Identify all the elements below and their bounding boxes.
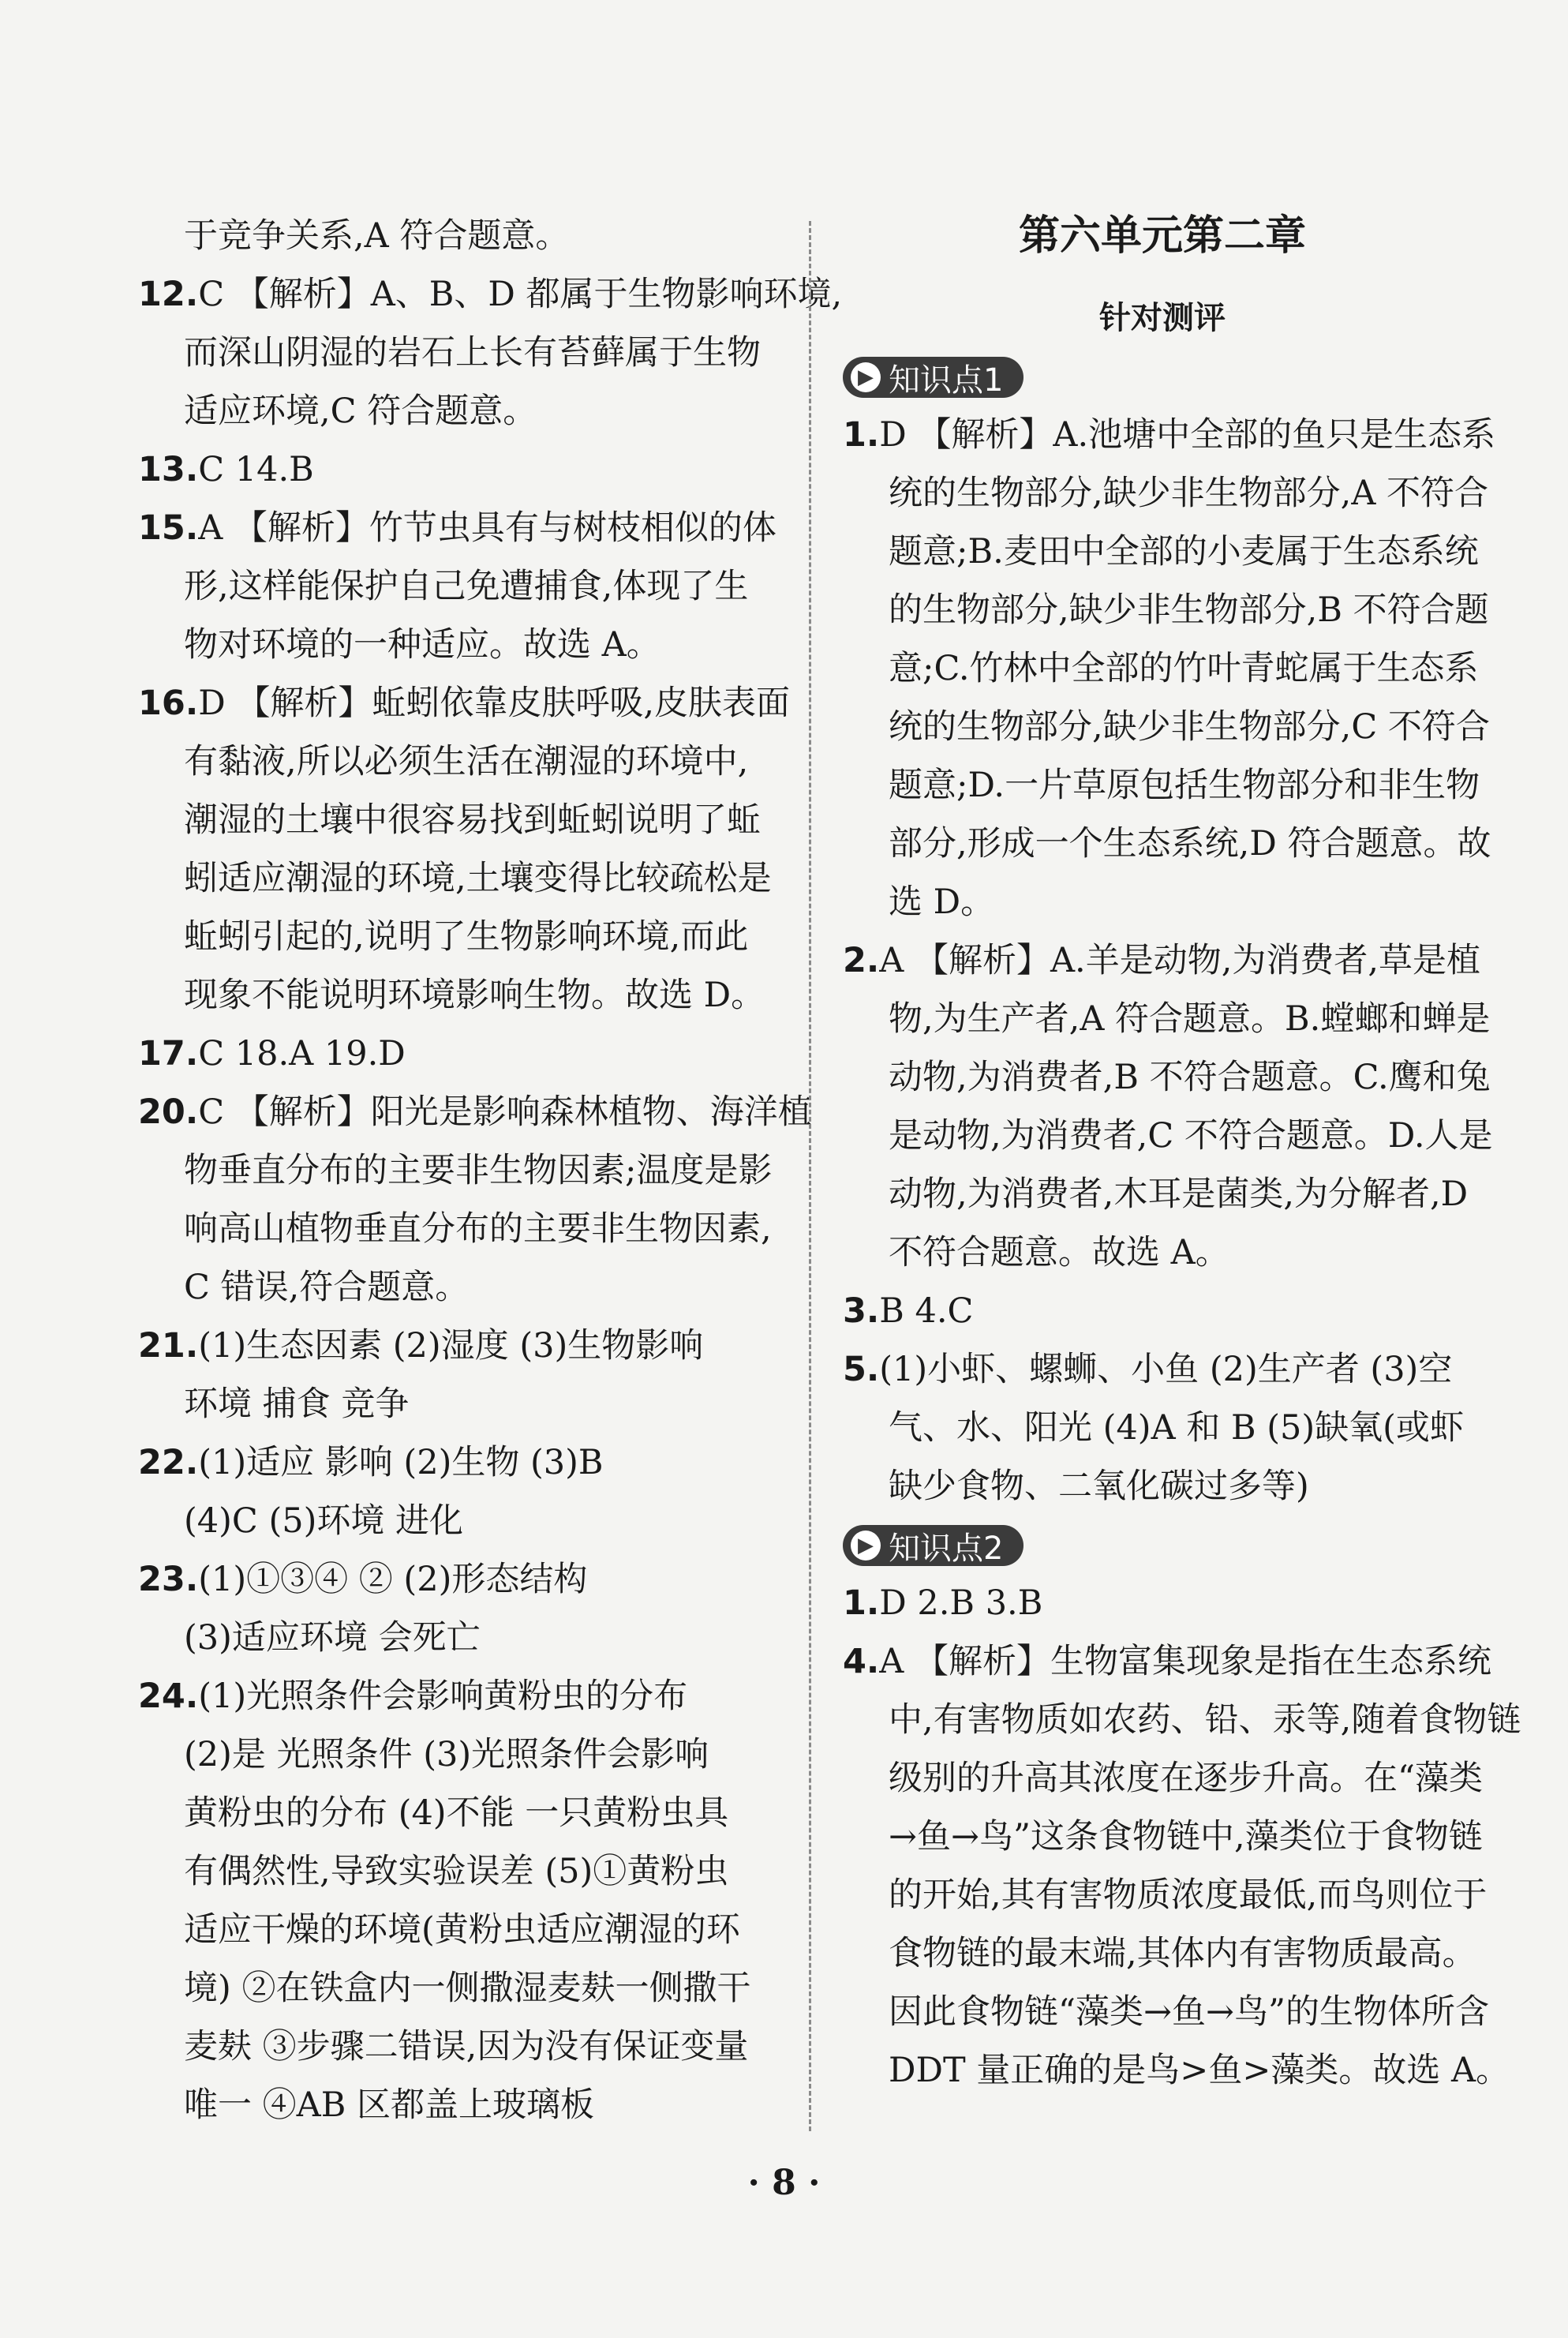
answer-text: 的生物部分,缺少非生物部分,B 不符合题 (889, 590, 1489, 630)
answer-line (843, 1457, 1482, 1516)
answer-text: C 错误,符合题意。 (184, 1268, 470, 1307)
answer-text: A 【解析】竹节虫具有与树枝相似的体 (198, 508, 777, 548)
right-column (843, 207, 1521, 2100)
answer-line (843, 1866, 1488, 1924)
question-number: 23. (138, 1560, 199, 1599)
answer-line (138, 2076, 777, 2134)
answer-text: 级别的升高其浓度在逐步升高。在“藻类 (889, 1759, 1483, 1798)
answer-line (843, 1223, 1482, 1282)
answer-text: 统的生物部分,缺少非生物部分,C 不符合 (889, 707, 1490, 747)
answer-line (138, 1667, 777, 1725)
answer-line (138, 207, 777, 265)
question-number: 13. (138, 450, 199, 489)
answer-text: 食物链的最末端,其体内有害物质最高。 (889, 1934, 1476, 1973)
answer-text: 是动物,为消费者,C 不符合题意。D.人是 (889, 1116, 1493, 1156)
answer-line (138, 966, 777, 1025)
answer-text: (1)生态因素 (2)湿度 (3)生物影响 (198, 1326, 704, 1366)
knowledge-point-2-label: 知识点2 (889, 1530, 1004, 1567)
answer-line (138, 1725, 777, 1784)
answer-text: 统的生物部分,缺少非生物部分,A 不符合 (889, 474, 1489, 513)
play-arrow-icon: ▶ (851, 362, 881, 392)
question-number: 21. (138, 1326, 199, 1366)
answer-text: 响高山植物垂直分布的主要非生物因素, (184, 1209, 772, 1249)
answer-text: D 【解析】A.池塘中全部的鱼只是生态系 (879, 415, 1496, 455)
answer-text: 题意;B.麦田中全部的小麦属于生态系统 (889, 532, 1479, 571)
question-number: 24. (138, 1677, 199, 1716)
play-arrow-icon: ▶ (851, 1531, 881, 1561)
answer-line (843, 756, 1482, 815)
answer-line (843, 523, 1482, 581)
answer-text: 黄粉虫的分布 (4)不能 一只黄粉虫具 (184, 1793, 729, 1833)
answer-line (138, 265, 843, 324)
answer-line (843, 1983, 1490, 2041)
answer-text: 蚓适应潮湿的环境,土壤变得比较疏松是 (184, 859, 772, 898)
answer-line (843, 1399, 1482, 1457)
answer-text: 潮湿的土壤中很容易找到蚯蚓说明了蚯 (184, 800, 761, 840)
answer-text: 有黏液,所以必须生活在潮湿的环境中, (184, 742, 749, 781)
section-title: 针对测评 (1099, 300, 1226, 336)
answer-text: 于竞争关系,A 符合题意。 (184, 216, 570, 256)
answer-text: 现象不能说明环境影响生物。故选 D。 (184, 976, 765, 1015)
answer-line (843, 698, 1490, 756)
question-number: 5. (843, 1350, 880, 1389)
answer-text: 麦麸 ③步骤二错误,因为没有保证变量 (184, 2027, 749, 2066)
answer-text: D 2.B 3.B (879, 1583, 1043, 1623)
answer-line (138, 1784, 777, 1842)
answer-line (843, 581, 1489, 639)
answer-text: DDT 量正确的是鸟>鱼>藻类。故选 A。 (889, 2051, 1510, 2090)
answer-text: 气、水、阳光 (4)A 和 B (5)缺氧(或虾 (889, 1408, 1464, 1448)
answer-line (138, 791, 777, 849)
answer-line (843, 873, 1482, 931)
answer-line (843, 464, 1489, 523)
answer-text: C 【解析】A、B、D 都属于生物影响环境, (198, 275, 843, 314)
answer-text: (2)是 光照条件 (3)光照条件会影响 (184, 1735, 709, 1774)
answer-text: 物垂直分布的主要非生物因素;温度是影 (184, 1151, 773, 1190)
answer-text: 因此食物链“藻类→鱼→鸟”的生物体所含 (889, 1992, 1490, 2032)
answer-line (843, 990, 1491, 1048)
question-number: 20. (138, 1092, 199, 1132)
answer-line (843, 1632, 1491, 1691)
knowledge-point-1-answers (843, 406, 1496, 1516)
chapter-title: 第六单元第二章 (1018, 212, 1306, 260)
answer-text: 题意;D.一片草原包括生物部分和非生物 (889, 766, 1480, 805)
answer-text: 物对环境的一种适应。故选 A。 (184, 625, 661, 665)
answer-line (843, 639, 1482, 698)
answer-text: 的开始,其有害物质浓度最低,而鸟则位于 (889, 1875, 1488, 1915)
question-number: 1. (843, 415, 880, 455)
answer-text: 适应环境,C 符合题意。 (184, 392, 537, 431)
answer-text: (1)适应 影响 (2)生物 (3)B (198, 1443, 604, 1482)
question-number: 15. (138, 508, 199, 548)
answer-text: A 【解析】生物富集现象是指在生态系统 (879, 1642, 1491, 1681)
answer-text: 部分,形成一个生态系统,D 符合题意。故 (889, 824, 1491, 864)
answer-line (843, 1808, 1482, 1866)
column-divider (809, 221, 811, 2131)
answer-line (138, 499, 777, 557)
answer-text: (3)适应环境 会死亡 (184, 1618, 481, 1658)
question-number: 22. (138, 1443, 199, 1482)
answer-line (843, 1165, 1482, 1223)
answer-text: 形,这样能保护自己免遭捕食,体现了生 (184, 567, 749, 606)
answer-text: 蚯蚓引起的,说明了生物影响环境,而此 (184, 917, 749, 957)
answer-text: D 【解析】蚯蚓依靠皮肤呼吸,皮肤表面 (198, 684, 790, 723)
question-number: 16. (138, 684, 199, 723)
answer-line (843, 2041, 1510, 2100)
question-number: 3. (843, 1291, 880, 1331)
answer-line (843, 931, 1482, 990)
answer-text: 动物,为消费者,B 不符合题意。C.鹰和兔 (889, 1058, 1491, 1097)
answer-text: 环境 捕食 竞争 (184, 1384, 410, 1424)
question-number: 4. (843, 1642, 880, 1681)
answer-text: (1)①③④ ② (2)形态结构 (198, 1560, 588, 1599)
page-number: · 8 · (747, 2163, 821, 2203)
answer-text: 物,为生产者,A 符合题意。B.螳螂和蝉是 (889, 999, 1491, 1039)
answer-line (138, 1842, 777, 1901)
answer-text: 境) ②在铁盒内一侧撒湿麦麸一侧撒干 (184, 1969, 751, 2008)
answer-text: 不符合题意。故选 A。 (889, 1233, 1229, 1272)
answer-text: 有偶然性,导致实验误差 (5)①黄粉虫 (184, 1852, 729, 1891)
question-number: 12. (138, 275, 199, 314)
answer-line (138, 1550, 777, 1609)
left-column (138, 207, 843, 2134)
answer-text: (1)光照条件会影响黄粉虫的分布 (198, 1677, 688, 1716)
answer-line (843, 815, 1491, 873)
answer-text: (1)小虾、螺蛳、小鱼 (2)生产者 (3)空 (879, 1350, 1453, 1389)
answer-line (138, 1083, 812, 1141)
answer-line (138, 1433, 777, 1492)
answer-line (843, 1340, 1482, 1399)
answer-text: 选 D。 (889, 882, 995, 922)
answer-line (843, 1282, 1482, 1340)
answer-text: C 14.B (198, 450, 314, 489)
answer-line (138, 1258, 777, 1317)
answer-line (843, 1107, 1493, 1165)
answer-text: 而深山阴湿的岩石上长有苔藓属于生物 (184, 333, 761, 373)
answer-line (138, 732, 777, 791)
answer-text: B 4.C (879, 1291, 974, 1331)
answer-line (138, 1200, 777, 1258)
answer-line (138, 1317, 777, 1375)
answer-line (138, 382, 777, 440)
question-number: 2. (843, 941, 880, 980)
knowledge-point-2-badge (843, 1516, 1482, 1574)
answer-line (138, 674, 790, 732)
answer-text: 唯一 ④AB 区都盖上玻璃板 (184, 2085, 594, 2125)
answer-text: C 【解析】阳光是影响森林植物、海洋植 (198, 1092, 812, 1132)
answer-line (138, 557, 777, 616)
question-number: 1. (843, 1583, 880, 1623)
answer-text: A 【解析】A.羊是动物,为消费者,草是植 (879, 941, 1481, 980)
answer-line (843, 1749, 1482, 1808)
knowledge-point-1-badge (843, 347, 1482, 406)
knowledge-point-1-label: 知识点1 (889, 362, 1004, 399)
answer-line (138, 908, 777, 966)
answer-line (138, 849, 777, 908)
answer-line (138, 440, 777, 499)
answer-text: (4)C (5)环境 进化 (184, 1501, 464, 1541)
knowledge-point-2-answers (843, 1574, 1521, 2100)
answer-line (843, 406, 1496, 464)
answer-line (138, 1492, 777, 1550)
answer-text: 适应干燥的环境(黄粉虫适应潮湿的环 (184, 1910, 740, 1950)
answer-line (138, 1609, 777, 1667)
answer-text: 动物,为消费者,木耳是菌类,为分解者,D (889, 1175, 1469, 1214)
answer-line (138, 1901, 777, 1959)
answer-text: 意;C.竹林中全部的竹叶青蛇属于生态系 (889, 649, 1479, 688)
answer-text: C 18.A 19.D (198, 1034, 406, 1073)
answer-line (138, 1141, 777, 1200)
answer-text: 缺少食物、二氧化碳过多等) (889, 1467, 1309, 1506)
question-number: 17. (138, 1034, 199, 1073)
answer-line (138, 324, 777, 382)
answer-line (843, 1574, 1482, 1632)
answer-line (138, 2018, 777, 2076)
answer-line (138, 1375, 777, 1433)
answer-text: 中,有害物质如农药、铅、汞等,随着食物链 (889, 1700, 1521, 1740)
answer-line (843, 1924, 1482, 1983)
answer-line (138, 616, 777, 674)
answer-line (843, 1048, 1491, 1107)
answer-line (843, 1691, 1521, 1749)
answer-line (138, 1959, 777, 2018)
answer-text: →鱼→鸟”这条食物链中,藻类位于食物链 (889, 1817, 1483, 1857)
answer-line (138, 1025, 777, 1083)
